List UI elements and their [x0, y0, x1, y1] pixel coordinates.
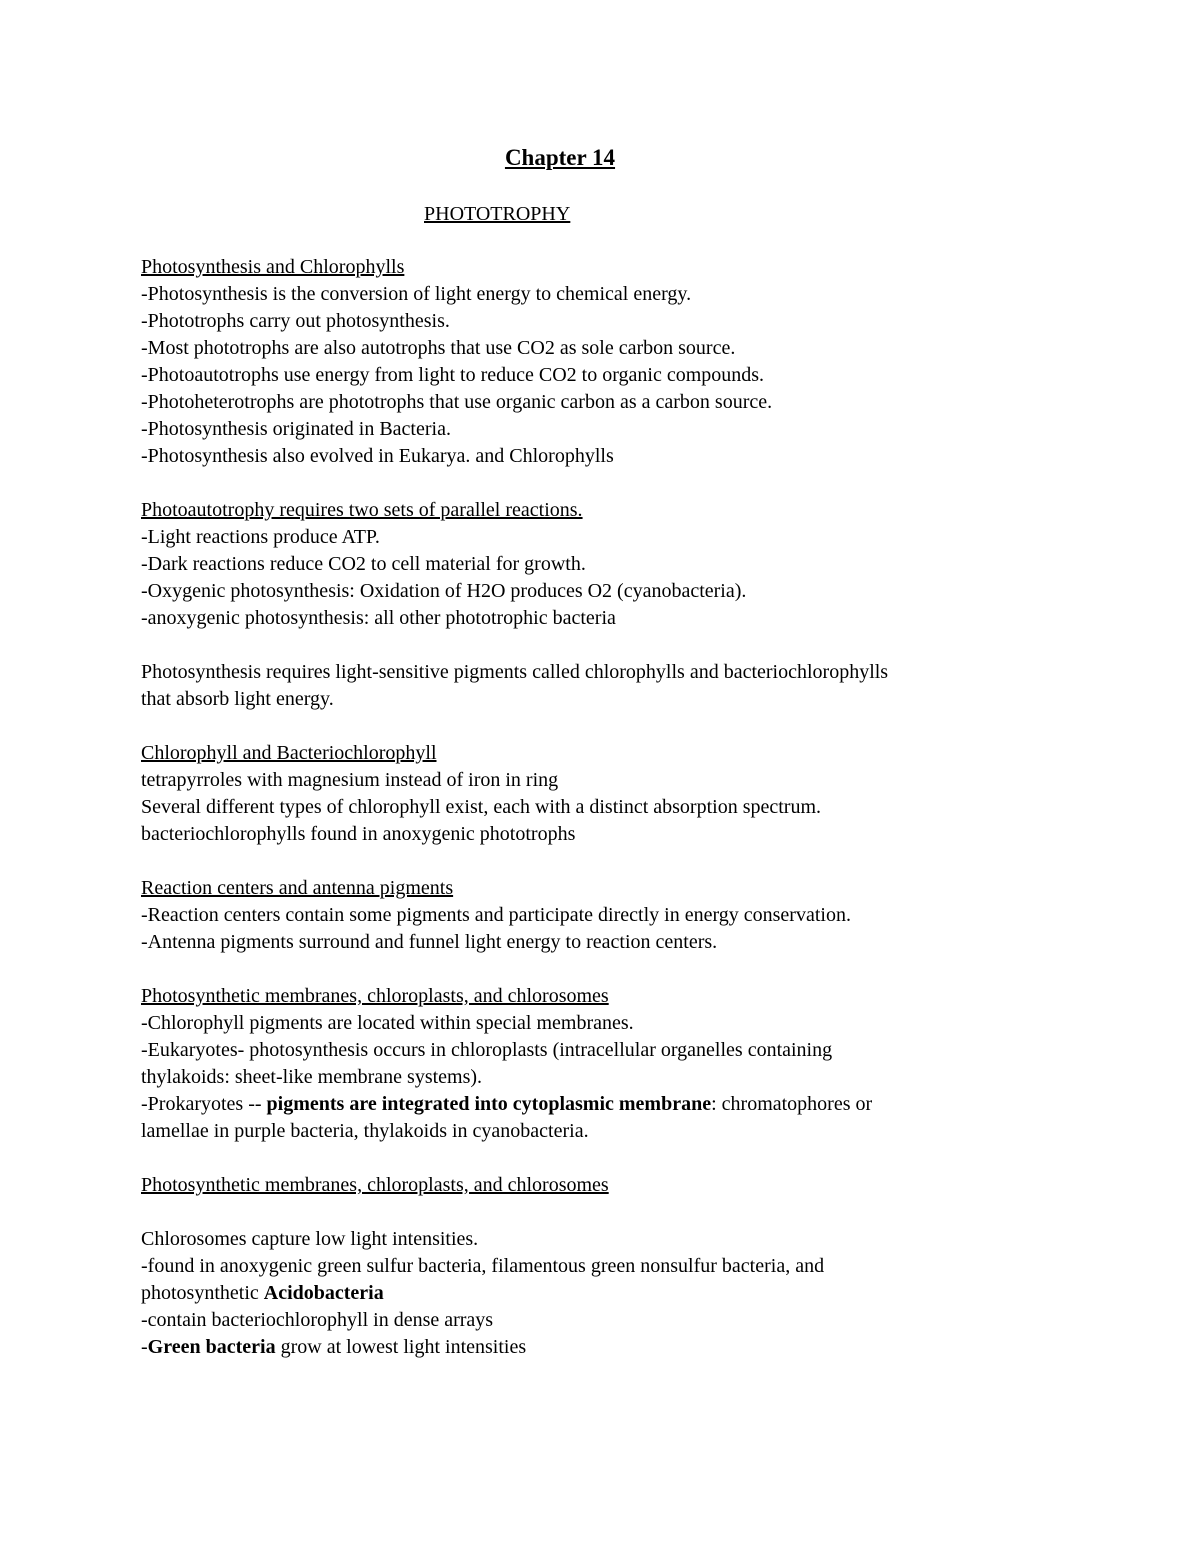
- text-line: -anoxygenic photosynthesis: all other phototrophic bacteria: [141, 607, 616, 629]
- paragraph-gap: [141, 1199, 1041, 1226]
- text-line: bacteriochlorophylls found in anoxygenic phototrophs: [141, 823, 576, 845]
- text-line: -Light reactions produce ATP.: [141, 526, 380, 548]
- paragraph-gap: [141, 1145, 1041, 1172]
- text-line: -Photoautotrophs use energy from light to reduce CO2 to organic compounds.: [141, 364, 765, 386]
- text-line: -Photosynthesis also evolved in Eukarya. and Chlorophylls: [141, 445, 614, 467]
- bold-text: pigments are integrated into cytoplasmic membrane: [266, 1093, 712, 1115]
- text-fragment: photosynthetic: [141, 1282, 264, 1304]
- text-line: -Phototrophs carry out photosynthesis.: [141, 310, 450, 332]
- text-line: [141, 1280, 1041, 1307]
- text-fragment: -: [141, 1336, 148, 1358]
- text-line: -Dark reactions reduce CO2 to cell material for growth.: [141, 553, 586, 575]
- text-line: tetrapyrroles with magnesium instead of iron in ring: [141, 769, 559, 791]
- bold-text: Green bacteria: [147, 1336, 276, 1358]
- text-line: Photosynthesis requires light-sensitive pigments called chlorophylls and bacteriochlorophylls: [141, 661, 889, 683]
- text-fragment: grow at lowest light intensities: [275, 1336, 527, 1358]
- section-heading-membranes-2: Photosynthetic membranes, chloroplasts, and chlorosomes: [141, 1174, 609, 1196]
- chapter-subtitle: PHOTOTROPHY: [424, 203, 571, 225]
- section-heading-membranes: Photosynthetic membranes, chloroplasts, and chlorosomes: [141, 985, 609, 1007]
- text-line: [141, 1091, 1041, 1118]
- paragraph-gap: [141, 956, 1041, 983]
- text-line: [141, 1334, 1041, 1361]
- section-heading-reaction-centers: Reaction centers and antenna pigments: [141, 877, 454, 899]
- text-line: -Eukaryotes- photosynthesis occurs in chloroplasts (intracellular organelles containing: [141, 1039, 833, 1061]
- text-line: that absorb light energy.: [141, 688, 334, 710]
- text-line: -contain bacteriochlorophyll in dense arrays: [141, 1309, 494, 1331]
- text-line: -Antenna pigments surround and funnel light energy to reaction centers.: [141, 931, 718, 953]
- section-heading-chlorophyll: Chlorophyll and Bacteriochlorophyll: [141, 742, 437, 764]
- text-line: -Oxygenic photosynthesis: Oxidation of H2O produces O2 (cyanobacteria).: [141, 580, 747, 602]
- text-line: -Photoheterotrophs are phototrophs that use organic carbon as a carbon source.: [141, 391, 773, 413]
- text-line: Chlorosomes capture low light intensities.: [141, 1228, 479, 1250]
- text-line: lamellae in purple bacteria, thylakoids in cyanobacteria.: [141, 1120, 589, 1142]
- document-body: [141, 254, 1041, 1361]
- paragraph-gap: [141, 470, 1041, 497]
- text-line: -Photosynthesis is the conversion of light energy to chemical energy.: [141, 283, 692, 305]
- text-line: -Reaction centers contain some pigments and participate directly in energy conservation.: [141, 904, 851, 926]
- paragraph-gap: [141, 848, 1041, 875]
- paragraph-gap: [141, 713, 1041, 740]
- chapter-title: Chapter 14: [504, 145, 616, 170]
- text-line: -Most phototrophs are also autotrophs that use CO2 as sole carbon source.: [141, 337, 736, 359]
- text-line: Several different types of chlorophyll exist, each with a distinct absorption spectrum.: [141, 796, 822, 818]
- text-line: -Photosynthesis originated in Bacteria.: [141, 418, 451, 440]
- text-line: -Chlorophyll pigments are located within special membranes.: [141, 1012, 634, 1034]
- text-fragment: : chromatophores or: [711, 1093, 873, 1115]
- section-heading-photoautotrophy: Photoautotrophy requires two sets of parallel reactions.: [141, 499, 583, 521]
- paragraph-gap: [141, 632, 1041, 659]
- bold-text: Acidobacteria: [263, 1282, 384, 1304]
- text-line: -found in anoxygenic green sulfur bacteria, filamentous green nonsulfur bacteria, and: [141, 1255, 825, 1277]
- text-line: thylakoids: sheet-like membrane systems).: [141, 1066, 483, 1088]
- section-heading-photosynthesis: Photosynthesis and Chlorophylls: [141, 256, 405, 278]
- text-fragment: -Prokaryotes --: [141, 1093, 267, 1115]
